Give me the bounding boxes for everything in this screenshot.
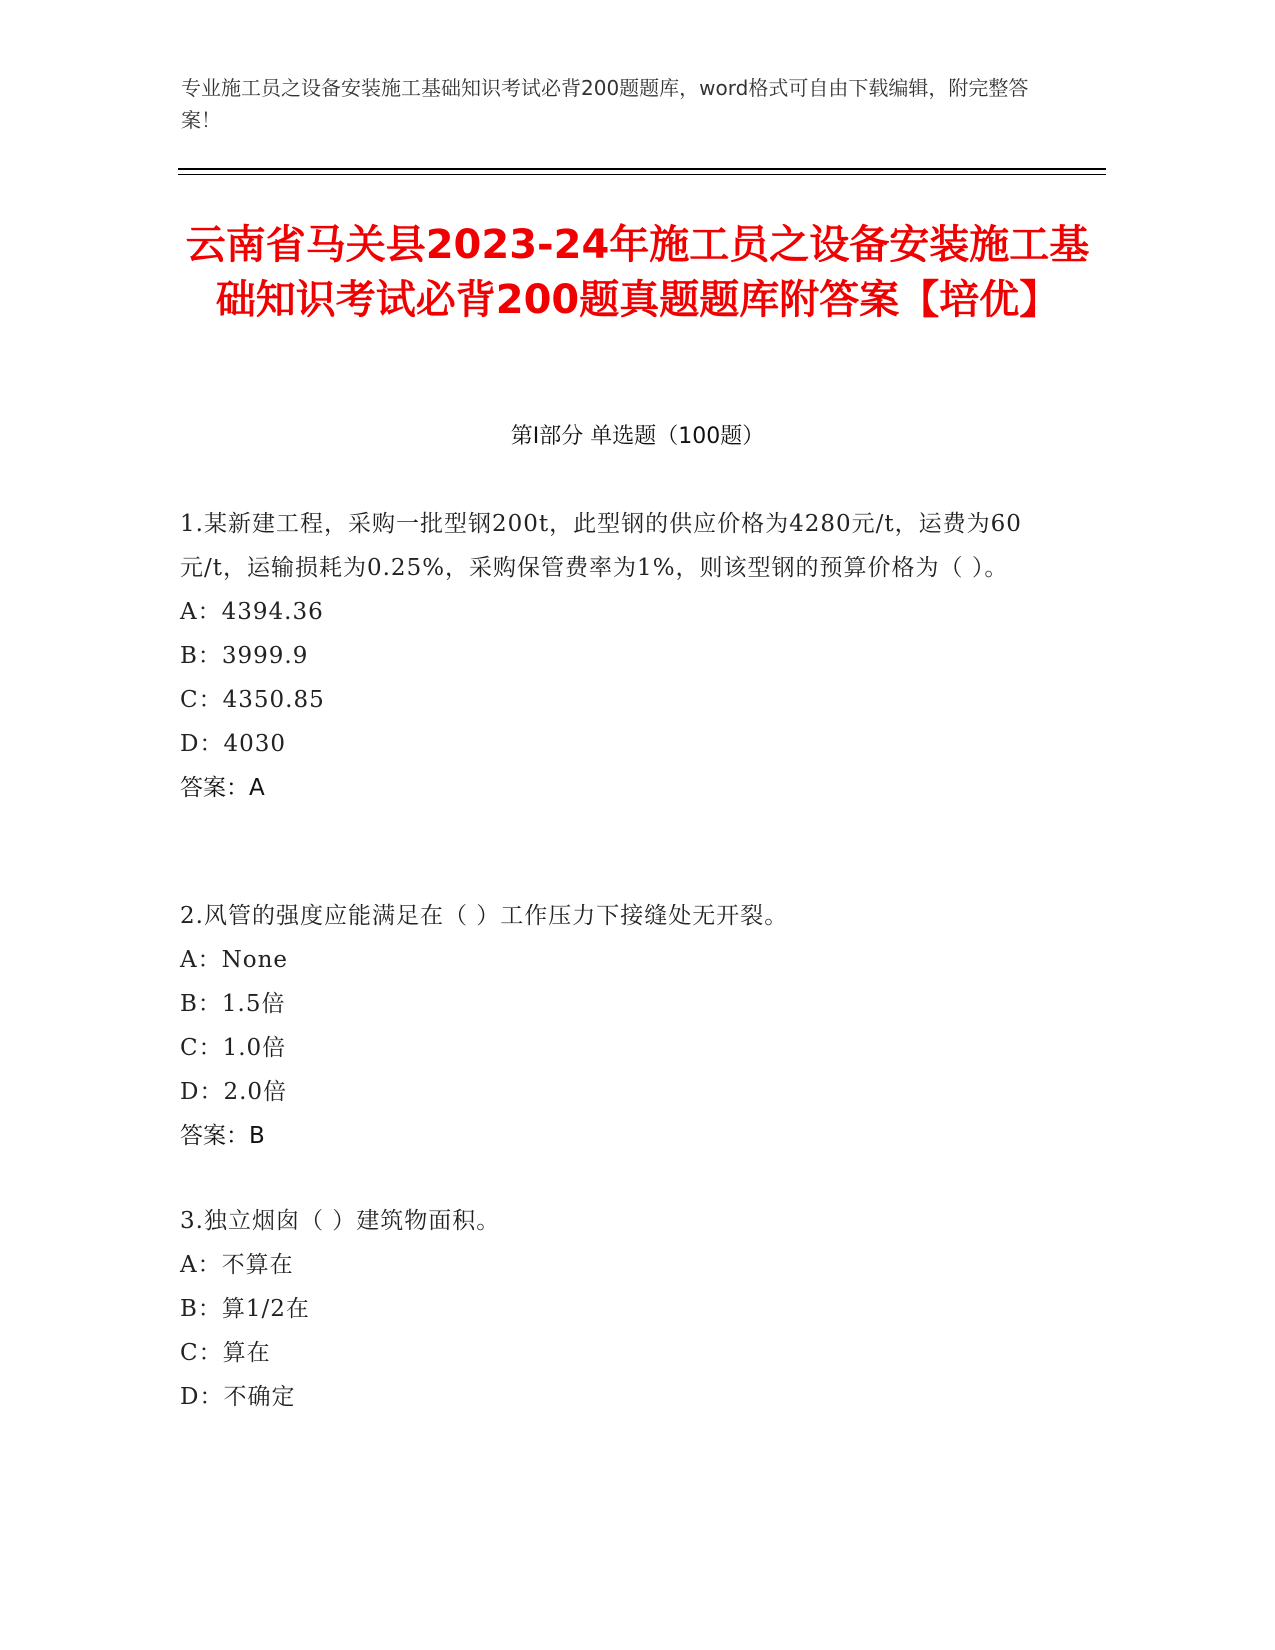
option-a: A：None [180, 947, 289, 973]
option-c: C：1.0倍 [180, 1035, 287, 1061]
answer-line: 答案：B [180, 1123, 265, 1149]
document-title: 云南省马关县2023-24年施工员之设备安装施工基础知识考试必背200题真题题库附答案【培优】 [185, 222, 1090, 323]
question-stem: 2.风管的强度应能满足在（ ）工作压力下接缝处无开裂。 [180, 903, 789, 929]
header-divider-thick [178, 168, 1106, 170]
header-note: 专业施工员之设备安装施工基础知识考试必背200题题库，word格式可自由下载编辑，附完整答案！ [181, 76, 1029, 132]
option-c: C：算在 [180, 1340, 271, 1366]
option-d: D：4030 [180, 731, 286, 757]
option-d: D：不确定 [180, 1384, 296, 1410]
question-stem: 3.独立烟囱（ ）建筑物面积。 [180, 1208, 501, 1234]
option-a: A：不算在 [180, 1252, 294, 1278]
section-title: 第Ⅰ部分 单选题（100题） [510, 424, 765, 449]
option-a: A：4394.36 [180, 599, 324, 625]
option-b: B：算1/2在 [180, 1296, 310, 1322]
question-2 [180, 894, 1040, 1158]
question-stem: 1.某新建工程，采购一批型钢200t，此型钢的供应价格为4280元/t，运费为60元/t，运输损耗为0.25%，采购保管费率为1%，则该型钢的预算价格为（ ）。 [180, 511, 1022, 581]
header-divider-thin [178, 174, 1106, 175]
option-c: C：4350.85 [180, 687, 325, 713]
question-1 [180, 502, 1040, 810]
option-b: B：3999.9 [180, 643, 309, 669]
question-3 [180, 1199, 1040, 1419]
option-b: B：1.5倍 [180, 991, 286, 1017]
answer-line: 答案：A [180, 775, 265, 801]
option-d: D：2.0倍 [180, 1079, 288, 1105]
